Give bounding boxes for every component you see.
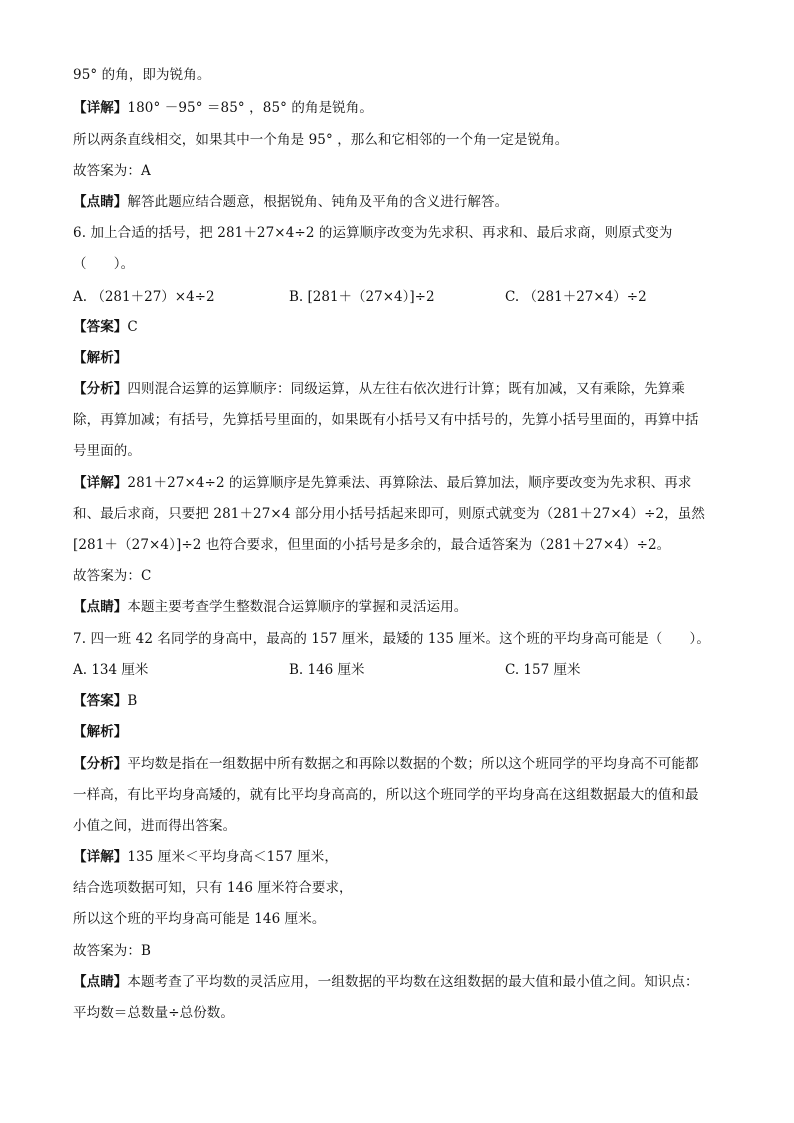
comment-text: 解答此题应结合题意，根据锐角、钝角及平角的含义进行解答。 bbox=[127, 194, 509, 210]
q7-analysis-line2: 一样高，有比平均身高矮的，就有比平均身高高的，所以这个班同学的平均身高在这组数据最大的值和最 bbox=[73, 787, 699, 803]
detail-text: 281＋27×4÷2 的运算顺序是先算乘法、再算除法、最后算加法，顺序要改变为先求积、再求 bbox=[127, 475, 692, 491]
q5-intro-line: 95° 的角，即为锐角。 bbox=[73, 67, 211, 83]
q7-detail-line2: 结合选项数据可知，只有 146 厘米符合要求， bbox=[73, 880, 353, 896]
analysis-text: 四则混合运算的运算顺序：同级运算，从左往右依次进行计算；既有加减，又有乘除，先算乘 bbox=[127, 381, 686, 397]
answer-value: B bbox=[127, 693, 138, 709]
q5-detail-line bbox=[73, 98, 723, 118]
q7-answer-line bbox=[73, 691, 723, 711]
q5-answer-line: 故答案为：A bbox=[73, 163, 151, 179]
q6-stem-line2: （ ）。 bbox=[73, 256, 135, 272]
q7-analysis-line3: 小值之间，进而得出答案。 bbox=[73, 818, 237, 834]
q6-detail-line3: [281＋（27×4）]÷2 也符合要求，但里面的小括号是多余的，最合适答案为（281＋27×4）÷2。 bbox=[73, 537, 671, 553]
q6-comment-line bbox=[73, 597, 723, 617]
q6-answer-line bbox=[73, 317, 723, 337]
q6-option-a: A. （281＋27）×4÷2 bbox=[73, 289, 215, 305]
analysis-sub-tag: 【分析】 bbox=[73, 381, 128, 397]
q7-option-a: A. 134 厘米 bbox=[73, 662, 149, 678]
q7-stem: 7. 四一班 42 名同学的身高中，最高的 157 厘米，最矮的 135 厘米。这个班的平均身高可能是（ ）。 bbox=[73, 631, 710, 647]
q5-conclusion: 所以两条直线相交，如果其中一个角是 95° ，那么和它相邻的一个角一定是锐角。 bbox=[73, 132, 569, 148]
comment-tag: 【点睛】 bbox=[73, 599, 128, 615]
comment-tag: 【点睛】 bbox=[73, 974, 128, 990]
answer-value: C bbox=[127, 319, 138, 335]
q6-detail-line1 bbox=[73, 473, 723, 493]
q7-analysis-tag: 【解析】 bbox=[73, 724, 128, 740]
q6-option-b: B. [281＋（27×4）]÷2 bbox=[289, 289, 435, 305]
answer-tag: 【答案】 bbox=[73, 319, 128, 335]
q6-analysis-line2: 除，再算加减；有括号，先算括号里面的，如果既有小括号又有中括号的，先算小括号里面的，再算中括 bbox=[73, 412, 699, 428]
comment-text: 本题考查了平均数的灵活应用，一组数据的平均数在这组数据的最大值和最小值之间。知识点： bbox=[127, 974, 699, 990]
q7-comment-line1 bbox=[73, 972, 723, 992]
detail-tag: 【详解】 bbox=[73, 849, 128, 865]
q6-stem-line1: 6. 加上合适的括号，把 281＋27×4÷2 的运算顺序改变为先求积、再求和、最后求商，则原式变为 bbox=[73, 225, 673, 241]
q7-option-b: B. 146 厘米 bbox=[289, 662, 365, 678]
q6-option-c: C. （281＋27×4）÷2 bbox=[505, 289, 647, 305]
q6-analysis-tag: 【解析】 bbox=[73, 350, 128, 366]
q6-detail-line2: 和、最后求商，只要把 281＋27×4 部分用小括号括起来即可，则原式就变为（281＋27×4）÷2，虽然 bbox=[73, 506, 705, 522]
q7-option-c: C. 157 厘米 bbox=[505, 662, 581, 678]
q7-comment-line2: 平均数＝总数量÷总份数。 bbox=[73, 1005, 235, 1021]
q6-analysis-line1 bbox=[73, 379, 723, 399]
answer-tag: 【答案】 bbox=[73, 693, 128, 709]
analysis-text: 平均数是指在一组数据中所有数据之和再除以数据的个数；所以这个班同学的平均身高不可能都 bbox=[127, 756, 699, 772]
comment-text: 本题主要考查学生整数混合运算顺序的掌握和灵活运用。 bbox=[127, 599, 468, 615]
detail-text: 180° －95° ＝85° ，85° 的角是锐角。 bbox=[127, 100, 373, 116]
detail-tag: 【详解】 bbox=[73, 475, 128, 491]
comment-tag: 【点睛】 bbox=[73, 194, 128, 210]
detail-text: 135 厘米＜平均身高＜157 厘米， bbox=[127, 849, 338, 865]
q7-analysis-line1 bbox=[73, 754, 723, 774]
q6-analysis-line3: 号里面的。 bbox=[73, 443, 141, 459]
q7-detail-line1 bbox=[73, 847, 723, 867]
q5-comment-line bbox=[73, 192, 723, 212]
detail-tag: 【详解】 bbox=[73, 100, 128, 116]
q7-final-answer: 故答案为：B bbox=[73, 943, 152, 959]
q7-detail-line3: 所以这个班的平均身高可能是 146 厘米。 bbox=[73, 911, 326, 927]
q6-final-answer: 故答案为：C bbox=[73, 568, 152, 584]
analysis-sub-tag: 【分析】 bbox=[73, 756, 128, 772]
